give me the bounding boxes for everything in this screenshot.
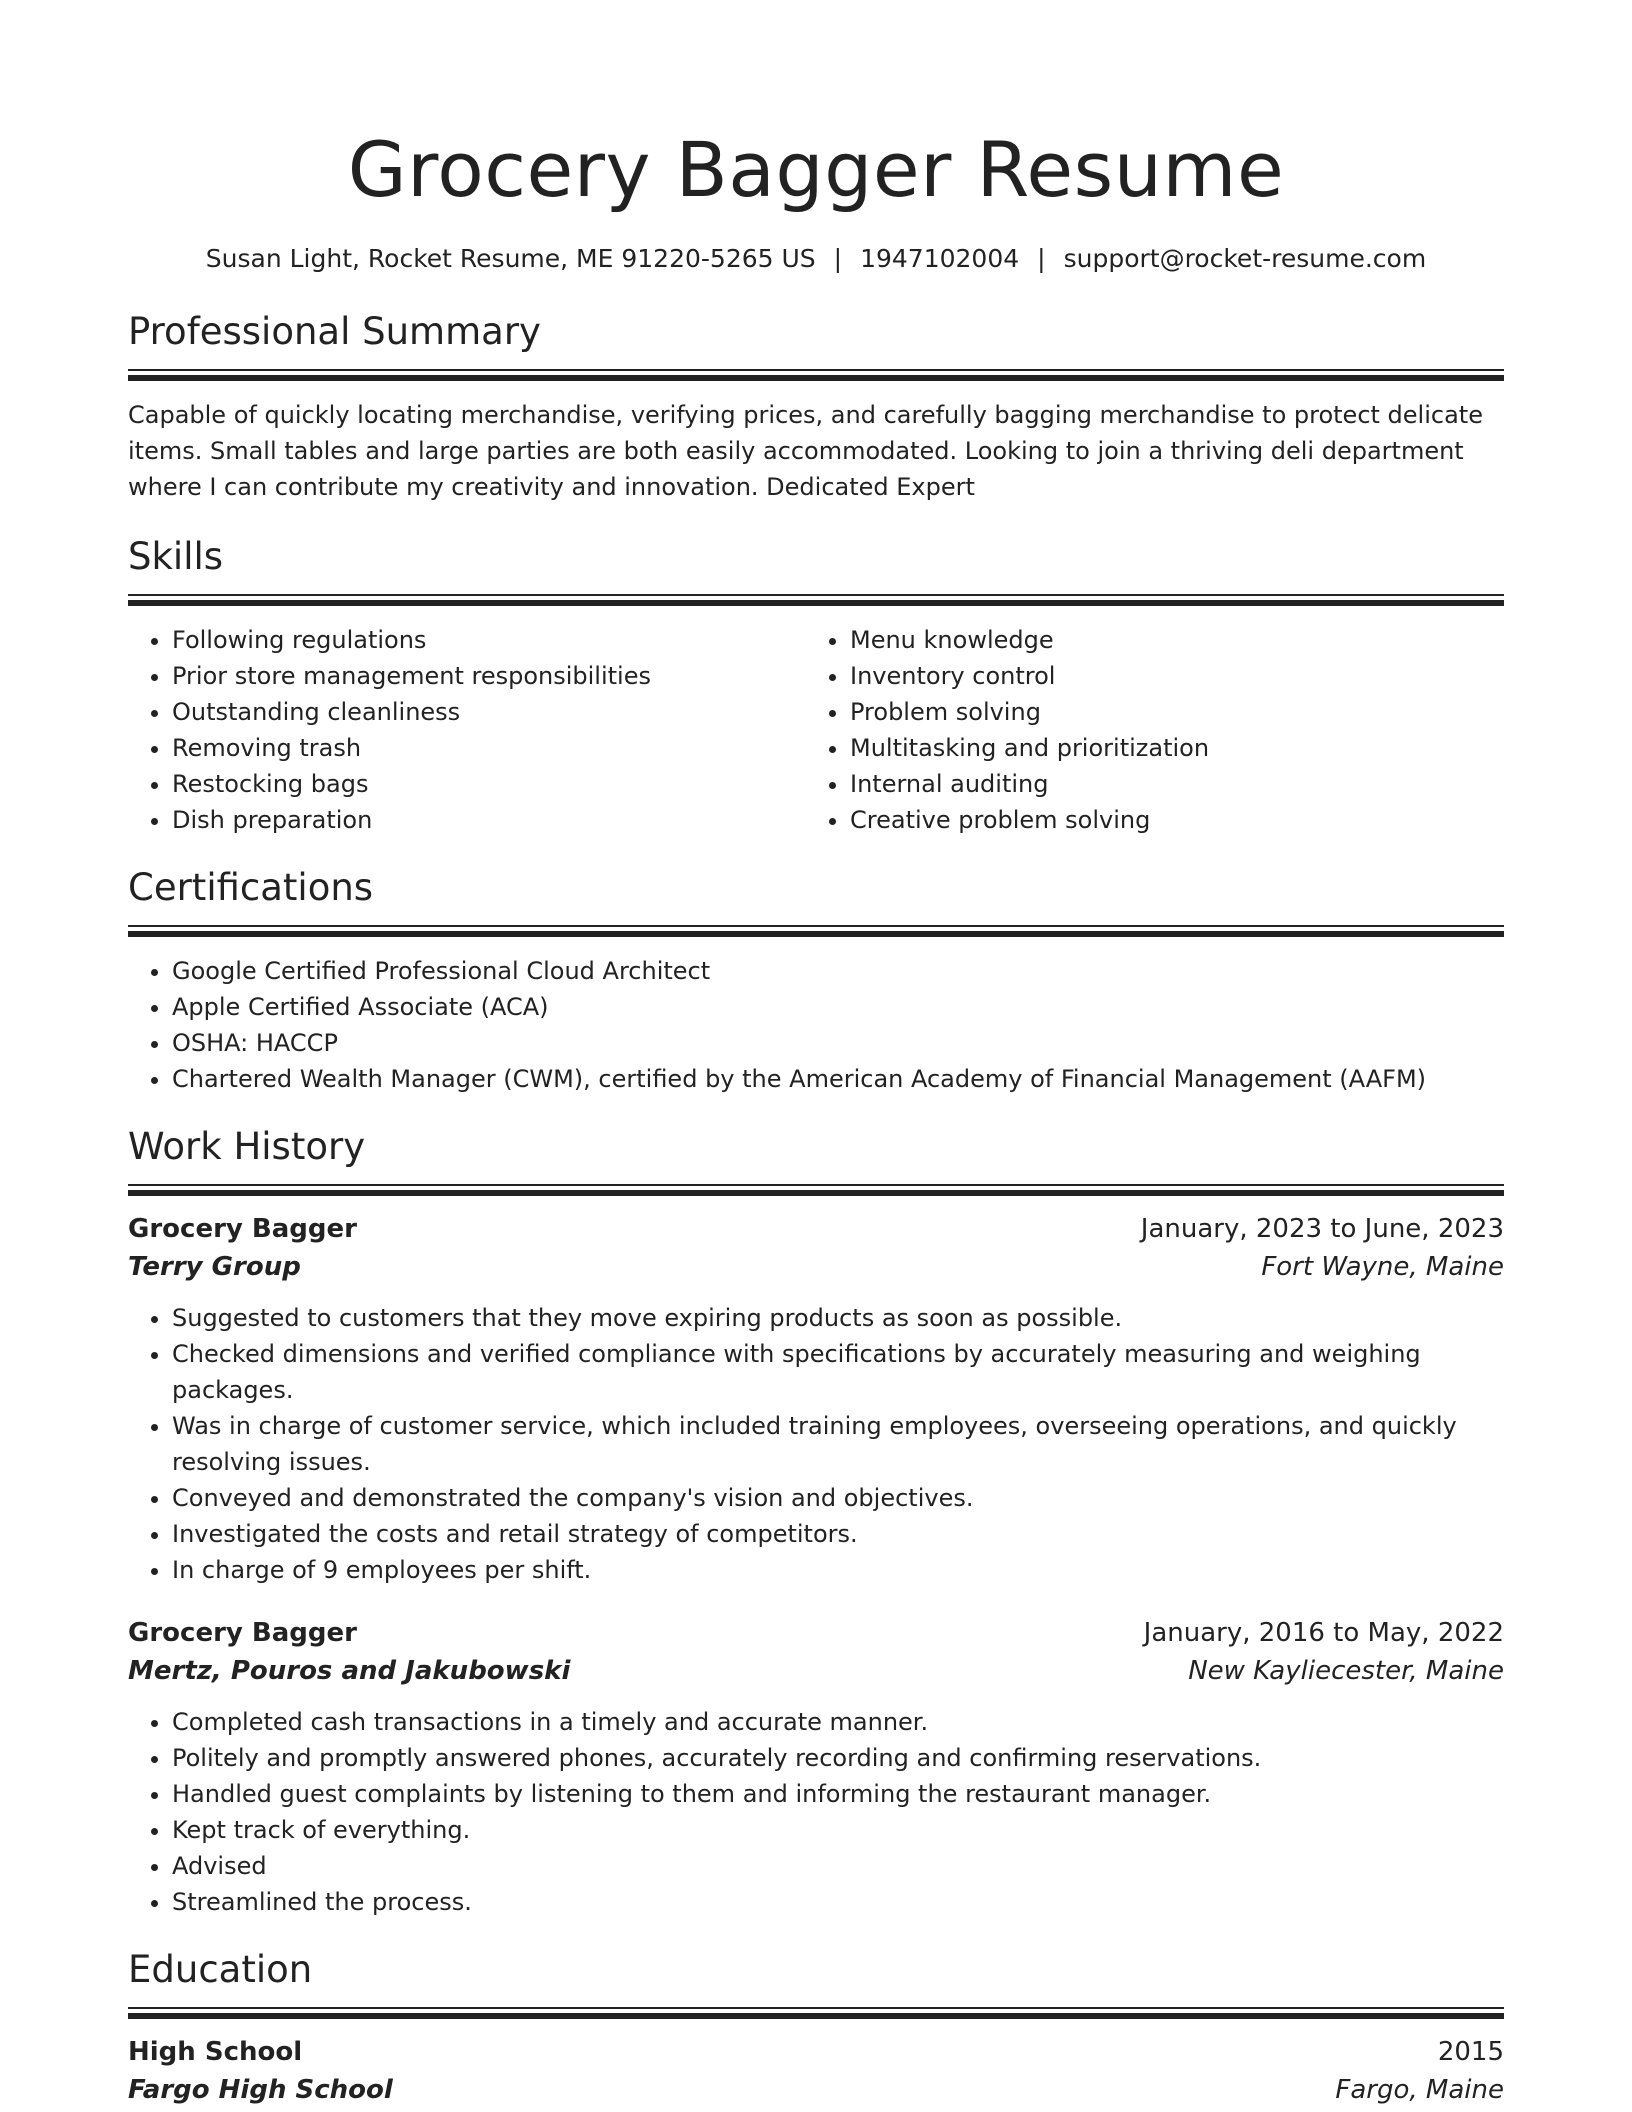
job-bullets bbox=[128, 1300, 1504, 1588]
contact-line bbox=[128, 242, 1504, 276]
section-divider bbox=[128, 1184, 1504, 1196]
job-company: Mertz, Pouros and Jakubowski bbox=[128, 1656, 571, 1686]
skill-item: • Prior store management responsibilities bbox=[172, 658, 806, 694]
summary-section bbox=[128, 308, 1504, 505]
section-divider bbox=[128, 369, 1504, 381]
job-entry bbox=[128, 1210, 1504, 1588]
skill-item: • Menu knowledge bbox=[850, 622, 1484, 658]
job-bullets bbox=[128, 1704, 1504, 1920]
contact-separator: | bbox=[833, 244, 843, 273]
section-divider bbox=[128, 594, 1504, 606]
education-header bbox=[128, 2033, 1504, 2071]
job-company: Terry Group bbox=[128, 1252, 301, 1282]
certifications-list bbox=[128, 953, 1504, 1097]
job-bullet: • Investigated the costs and retail strategy of competitors. bbox=[172, 1516, 1504, 1552]
job-bullet: • Politely and promptly answered phones, accurately recording and confirming reservations. bbox=[172, 1740, 1504, 1776]
job-bullet: • Completed cash transactions in a timely and accurate manner. bbox=[172, 1704, 1504, 1740]
education-section bbox=[128, 1946, 1504, 2109]
skill-item: • Creative problem solving bbox=[850, 802, 1484, 838]
certifications-heading: Certifications bbox=[128, 866, 374, 909]
contact-separator: | bbox=[1037, 244, 1046, 273]
section-divider bbox=[128, 2007, 1504, 2019]
job-subheader bbox=[128, 1248, 1504, 1286]
skill-item: • Restocking bags bbox=[172, 766, 806, 802]
education-entry bbox=[128, 2033, 1504, 2109]
skills-columns bbox=[128, 622, 1504, 838]
certification-item: • OSHA: HACCP bbox=[172, 1025, 1504, 1061]
skill-item: • Internal auditing bbox=[850, 766, 1484, 802]
job-header bbox=[128, 1614, 1504, 1652]
work-section bbox=[128, 1123, 1504, 1920]
contact-email: support@rocket-resume.com bbox=[1063, 244, 1427, 273]
skills-list-left bbox=[128, 622, 806, 838]
job-bullet: • Handled guest complaints by listening to them and informing the restaurant manager. bbox=[172, 1776, 1504, 1812]
education-degree: High School bbox=[128, 2037, 303, 2067]
summary-text: Capable of quickly locating merchandise, verifying prices, and carefully bagging merchandise to protect delicate items. Small tables and large parties are both easily accommodated. Looking to join a thriving deli department where I can contribute my creativity and innovation. Dedicated Expert bbox=[128, 401, 1483, 501]
section-divider bbox=[128, 925, 1504, 937]
job-bullet: • Streamlined the process. bbox=[172, 1884, 1504, 1920]
contact-address: Susan Light, Rocket Resume, ME 91220-5265 US bbox=[205, 244, 816, 273]
job-bullet: • Kept track of everything. bbox=[172, 1812, 1504, 1848]
education-subheader bbox=[128, 2071, 1504, 2109]
job-location: New Kayliecester, Maine bbox=[1188, 1656, 1504, 1686]
job-bullet: • In charge of 9 employees per shift. bbox=[172, 1552, 1504, 1588]
job-title: Grocery Bagger bbox=[128, 1618, 357, 1648]
job-dates: January, 2016 to May, 2022 bbox=[1143, 1618, 1504, 1648]
resume-page bbox=[128, 0, 1504, 2109]
job-header bbox=[128, 1210, 1504, 1248]
job-location: Fort Wayne, Maine bbox=[1261, 1252, 1504, 1282]
resume-title: Grocery Bagger Resume bbox=[347, 125, 1285, 214]
education-year: 2015 bbox=[1437, 2037, 1504, 2067]
certification-item: • Chartered Wealth Manager (CWM), certified by the American Academy of Financial Management (AAFM) bbox=[172, 1061, 1504, 1097]
summary-heading: Professional Summary bbox=[128, 310, 541, 353]
job-subheader bbox=[128, 1652, 1504, 1690]
education-school: Fargo High School bbox=[128, 2075, 393, 2105]
job-title: Grocery Bagger bbox=[128, 1214, 357, 1244]
skills-section bbox=[128, 533, 1504, 838]
skill-item: • Removing trash bbox=[172, 730, 806, 766]
job-bullet: • Advised bbox=[172, 1848, 1504, 1884]
job-entry bbox=[128, 1614, 1504, 1920]
education-heading: Education bbox=[128, 1948, 313, 1991]
job-dates: January, 2023 to June, 2023 bbox=[1140, 1214, 1504, 1244]
skill-item: • Inventory control bbox=[850, 658, 1484, 694]
skill-item: • Multitasking and prioritization bbox=[850, 730, 1484, 766]
education-location: Fargo, Maine bbox=[1335, 2075, 1504, 2105]
certifications-section bbox=[128, 864, 1504, 1097]
skill-item: • Problem solving bbox=[850, 694, 1484, 730]
job-bullet: • Conveyed and demonstrated the company's vision and objectives. bbox=[172, 1480, 1504, 1516]
skill-item: • Dish preparation bbox=[172, 802, 806, 838]
skill-item: • Following regulations bbox=[172, 622, 806, 658]
work-heading: Work History bbox=[128, 1125, 366, 1168]
skill-item: • Outstanding cleanliness bbox=[172, 694, 806, 730]
skills-heading: Skills bbox=[128, 535, 224, 578]
certification-item: • Google Certified Professional Cloud Architect bbox=[172, 953, 1504, 989]
job-bullet: • Suggested to customers that they move expiring products as soon as possible. bbox=[172, 1300, 1504, 1336]
certification-item: • Apple Certified Associate (ACA) bbox=[172, 989, 1504, 1025]
skills-list-right bbox=[806, 622, 1484, 838]
job-bullet: • Checked dimensions and verified compliance with specifications by accurately measuring and weighing packages. bbox=[172, 1336, 1504, 1408]
contact-phone: 1947102004 bbox=[860, 244, 1020, 273]
job-bullet: • Was in charge of customer service, which included training employees, overseeing operations, and quickly resolving issues. bbox=[172, 1408, 1504, 1480]
